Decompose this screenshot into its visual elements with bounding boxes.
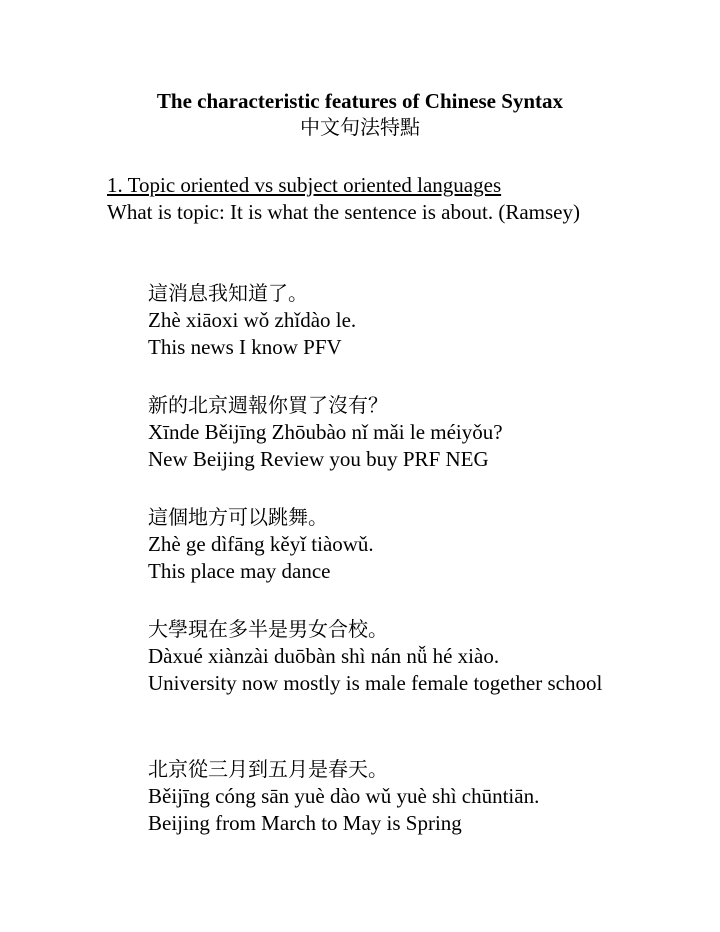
- example-chinese: 新的北京週報你買了沒有？: [148, 393, 388, 417]
- example-5: [148, 756, 648, 837]
- page-title: The characteristic features of Chinese Syntax: [156, 89, 564, 113]
- example-gloss: This place may dance: [148, 559, 331, 583]
- section-definition: What is topic: It is what the sentence is about. (Ramsey): [107, 200, 580, 224]
- example-gloss: This news I know PFV: [148, 335, 342, 359]
- section-topic-oriented: [107, 172, 667, 226]
- example-pinyin: Dàxué xiànzài duōbàn shì nán nǚ hé xiào.: [148, 644, 500, 668]
- title-block: [0, 88, 720, 141]
- section-heading: 1. Topic oriented vs subject oriented languages: [107, 173, 502, 197]
- example-gloss: Beijing from March to May is Spring: [148, 811, 462, 835]
- example-chinese: 這個地方可以跳舞。: [148, 505, 328, 529]
- example-chinese: 北京從三月到五月是春天。: [148, 757, 388, 781]
- example-gloss: University now mostly is male female together school: [148, 671, 603, 695]
- page-title-chinese: 中文句法特點: [300, 115, 420, 139]
- example-chinese: 這消息我知道了。: [148, 281, 308, 305]
- example-1: [148, 280, 648, 361]
- example-pinyin: Zhè ge dìfāng kěyǐ tiàowǔ.: [148, 532, 374, 556]
- example-4: [148, 616, 648, 697]
- example-pinyin: Běijīng cóng sān yuè dào wǔ yuè shì chūntiān.: [148, 784, 540, 808]
- example-3: [148, 504, 648, 585]
- example-2: [148, 392, 648, 473]
- example-gloss: New Beijing Review you buy PRF NEG: [148, 447, 489, 471]
- example-pinyin: Zhè xiāoxi wǒ zhǐdào le.: [148, 308, 357, 332]
- example-chinese: 大學現在多半是男女合校。: [148, 617, 388, 641]
- example-pinyin: Xīnde Běijīng Zhōubào nǐ mǎi le méiyǒu?: [148, 420, 503, 444]
